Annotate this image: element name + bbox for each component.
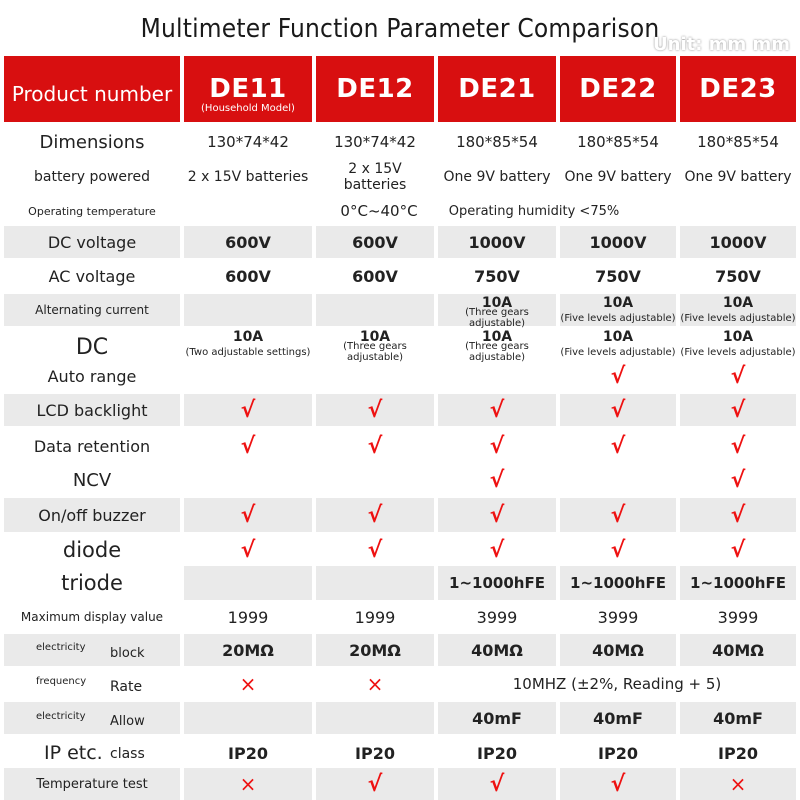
table-row-auto-range [4,362,796,390]
table-cell: 600V [184,226,312,258]
table-cell: 1~1000hFE [560,566,676,600]
table-cell: 750V [595,266,641,286]
table-row-diode [4,534,796,566]
table-cell: 1~1000hFE [680,566,796,600]
table-cell [184,702,312,734]
table-cell: 40mF [438,702,556,734]
table-row-battery [4,160,796,194]
check-icon: √ [610,537,626,563]
row-label: NCV [72,469,112,491]
check-icon: √ [240,537,256,563]
table-row-dimensions [4,126,796,158]
cross-icon: × [366,672,384,696]
table-cell: 20MΩ [316,634,434,666]
row-label-cell [4,668,180,700]
table-cell: 10A [481,329,513,345]
check-icon: √ [367,433,383,459]
model-note: (Household Model) [201,103,295,114]
row-label: block [110,646,145,661]
table-cell: 40MΩ [680,634,796,666]
table-cell: 600V [316,226,434,258]
table-row-buzzer [4,498,796,532]
table-cell: 180*85*54 [697,133,779,151]
table-cell-note: (Three gears adjustable) [343,341,407,363]
check-icon: √ [489,467,505,493]
table-cell: 600V [352,266,398,286]
table-cell: IP20 [355,743,395,763]
table-cell [316,566,434,600]
table-cell: 10A [359,329,391,345]
model-name: DE12 [336,74,414,104]
table-cell: 10A [722,329,754,345]
table-cell: One 9V battery [684,169,792,185]
check-icon: √ [610,363,626,389]
table-cell: 1~1000hFE [438,566,556,600]
table-cell-note: (Three gears adjustable) [465,341,529,363]
header-label-cell [4,56,180,122]
check-icon: √ [730,467,746,493]
table-row-lcd-backlight [4,394,796,426]
cross-icon: × [239,672,257,696]
frequency-range: 10MHZ (±2%, Reading + 5) [512,675,722,693]
check-icon: √ [438,498,556,532]
check-icon: √ [184,394,312,426]
header-model-de11 [184,56,312,122]
check-icon: √ [680,394,796,426]
header-label: Product number [11,82,173,106]
table-cell: 10A [722,295,754,311]
table-cell-note: (Five levels adjustable) [560,312,676,324]
table-cell: 40mF [680,702,796,734]
table-row-triode [4,566,796,600]
check-icon: √ [367,537,383,563]
table-row-resistance [4,634,796,666]
table-cell: 3999 [717,607,759,627]
table-row-data-retention [4,430,796,462]
table-row-temperature-test [4,768,796,800]
row-label: Operating temperature [28,204,156,218]
row-label: Rate [110,679,143,695]
table-cell: 10A [232,329,264,345]
page-title: Multimeter Function Parameter Comparison [140,14,660,44]
row-label: IP etc. [44,742,103,764]
row-label: electricity [36,642,86,653]
table-cell: 10A [602,329,634,345]
row-label: class [110,746,145,762]
header-model-de23 [680,56,796,122]
table-cell: 2 x 15V batteries [187,169,309,185]
row-label: DC voltage [4,226,180,258]
check-icon: √ [316,768,434,800]
table-cell: IP20 [228,743,268,763]
check-icon: √ [560,768,676,800]
check-icon: √ [489,433,505,459]
row-label: AC voltage [48,266,136,286]
table-cell: 1000V [560,226,676,258]
table-cell: 1000V [680,226,796,258]
row-label: Temperature test [4,768,180,800]
check-icon: √ [680,498,796,532]
table-cell-note: (Two adjustable settings) [185,346,311,358]
temperature-range: 0°C~40°C [340,202,418,220]
header-model-de12 [316,56,434,122]
table-row-max-display [4,602,796,632]
table-cell: 10A [602,295,634,311]
row-label: diode [62,538,122,562]
row-label: Maximum display value [20,610,164,624]
table-cell-note: (Five levels adjustable) [680,346,796,358]
table-cell-note: (Five levels adjustable) [680,312,796,324]
table-cell: One 9V battery [564,169,672,185]
row-label: Auto range [47,366,137,386]
table-row-dc-voltage [4,226,796,258]
table-cell: 2 x 15V batteries [343,161,407,193]
table-cell [184,566,312,600]
model-name: DE23 [699,74,777,104]
table-row-ip-class [4,736,796,770]
table-row-frequency [4,668,796,700]
table-row-capacitance [4,702,796,734]
table-cell-note: (Three gears adjustable) [465,307,529,329]
table-cell: 3999 [476,607,518,627]
check-icon: √ [730,433,746,459]
table-cell: 750V [715,266,761,286]
model-name: DE22 [579,74,657,104]
table-cell: 1999 [227,607,269,627]
row-label: DC [75,334,109,360]
model-name: DE11 [209,74,287,104]
table-cell: 130*74*42 [207,133,289,151]
row-label: frequency [36,676,87,687]
check-icon: √ [730,363,746,389]
check-icon: √ [438,768,556,800]
model-name: DE21 [458,74,536,104]
check-icon: √ [489,537,505,563]
check-icon: √ [560,498,676,532]
row-label: electricity [36,711,86,722]
table-cell: IP20 [598,743,638,763]
table-row-ncv [4,464,796,496]
table-cell: 750V [474,266,520,286]
row-label-cell [4,736,180,770]
table-cell: 1999 [354,607,396,627]
table-cell: 180*85*54 [456,133,538,151]
table-cell: 40MΩ [560,634,676,666]
header-model-de22 [560,56,676,122]
row-label: Alternating current [35,303,149,317]
row-label: triode [61,571,123,595]
table-cell: IP20 [477,743,517,763]
cross-icon: × [680,768,796,800]
row-label-cell [4,634,180,666]
check-icon: √ [316,498,434,532]
cross-icon: × [184,768,312,800]
check-icon: √ [560,394,676,426]
table-row-ac-voltage [4,260,796,292]
table-cell: One 9V battery [443,169,551,185]
check-icon: √ [316,394,434,426]
row-label: Allow [110,714,145,729]
check-icon: √ [610,433,626,459]
check-icon: √ [730,537,746,563]
check-icon: √ [184,498,312,532]
check-icon: √ [240,433,256,459]
table-cell: 130*74*42 [334,133,416,151]
row-label-cell [4,702,180,734]
table-cell: 40MΩ [438,634,556,666]
table-cell: 40mF [560,702,676,734]
row-label: Data retention [33,436,151,456]
table-cell: 10A [481,295,513,311]
row-label: Dimensions [39,131,145,153]
check-icon: √ [438,394,556,426]
row-label: On/off buzzer [4,498,180,532]
table-cell: 1000V [438,226,556,258]
table-cell: 600V [225,266,271,286]
row-label: battery powered [33,169,150,185]
row-label: LCD backlight [4,394,180,426]
table-cell: 20MΩ [184,634,312,666]
table-cell [316,702,434,734]
table-cell: IP20 [718,743,758,763]
table-cell: 3999 [597,607,639,627]
table-row-operating-temperature [4,196,796,226]
unit-note: Unit: mm mm [653,34,790,55]
header-model-de21 [438,56,556,122]
table-cell: 180*85*54 [577,133,659,151]
humidity-range: Operating humidity <75% [448,203,620,219]
table-cell-note: (Five levels adjustable) [560,346,676,358]
